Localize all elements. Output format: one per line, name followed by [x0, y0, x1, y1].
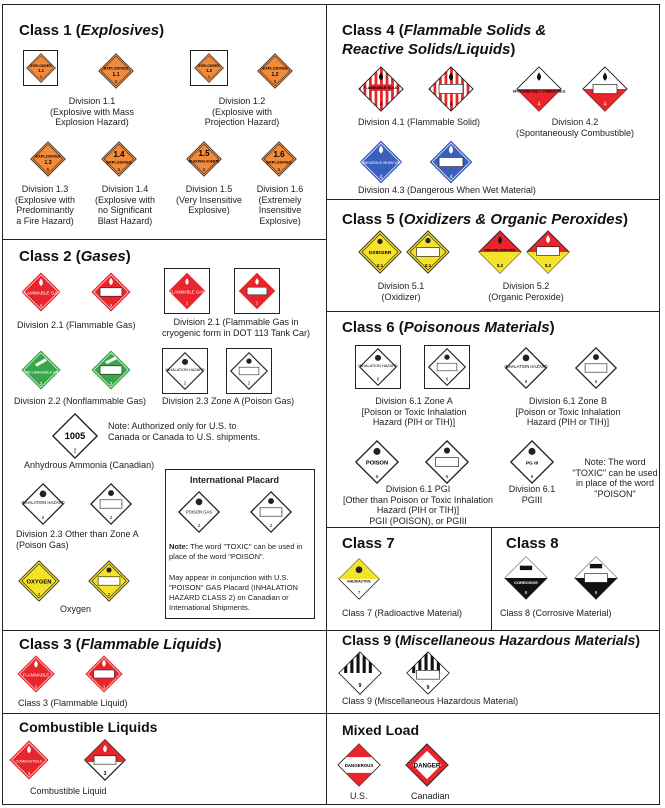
placard-1-6 [261, 141, 297, 177]
svg-text:2: 2 [39, 381, 43, 387]
placard-flammable-gas-bordered [168, 272, 206, 310]
svg-text:2: 2 [73, 448, 77, 455]
svg-text:DANGEROUS: DANGEROUS [344, 763, 374, 769]
placard-spontaneously-combustible-number [582, 66, 628, 112]
placard-oxidizer [358, 230, 402, 274]
placard-flammable-gas-number [90, 271, 132, 313]
mixed-us-label: U.S. [350, 791, 368, 801]
division-2-1-label: Division 2.1 (Flammable Gas) [17, 320, 136, 330]
svg-text:OXYGEN: OXYGEN [26, 579, 52, 586]
svg-text:COMBUSTIBLE: COMBUSTIBLE [15, 759, 43, 764]
svg-text:POISON GAS: POISON GAS [185, 509, 213, 515]
svg-text:1.3: 1.3 [44, 160, 52, 167]
placard-1-4 [101, 141, 137, 177]
division-2-3-label: Division 2.3 Zone A (Poison Gas) [162, 396, 295, 406]
svg-text:FLAMMABLE SOLID: FLAMMABLE SOLID [363, 86, 399, 90]
svg-text:1: 1 [117, 167, 121, 173]
svg-text:DANGEROUS WHEN WET: DANGEROUS WHEN WET [359, 160, 403, 165]
svg-text:2: 2 [255, 300, 259, 306]
placard-flammable-solid [358, 66, 404, 112]
division-4-1-label: Division 4.1 (Flammable Solid) [358, 117, 481, 127]
svg-text:3: 3 [102, 684, 106, 690]
mixed-canadian-label: Canadian [411, 791, 450, 801]
placard-radioactive [338, 558, 380, 600]
placard-misc [338, 651, 382, 695]
placard-dangerous [337, 743, 381, 787]
class3-label: Class 3 (Flammable Liquid) [18, 698, 128, 708]
class1-title: Class 1 (Explosives) [19, 22, 165, 39]
svg-text:2: 2 [183, 380, 187, 386]
svg-text:ORGANIC PEROXIDE: ORGANIC PEROXIDE [484, 248, 516, 253]
placard-dangerous-when-wet [358, 139, 404, 185]
svg-text:OXIDIZER: OXIDIZER [368, 250, 392, 256]
oxygen-label: Oxygen [60, 604, 92, 614]
class7-title: Class 7 [342, 535, 395, 552]
division-4-3-label: Division 4.3 (Dangerous When Wet Material) [358, 185, 536, 195]
svg-text:1: 1 [114, 79, 118, 85]
placard-6-1-inhalation-a [359, 348, 397, 386]
division-6-1-pgiii-label: Division 6.1 PGIII [508, 484, 556, 505]
svg-text:1: 1 [202, 167, 206, 173]
svg-text:BLASTING AGENTS: BLASTING AGENTS [188, 159, 220, 164]
division-6-1-zone-a-label: Division 6.1 Zone A [Poison or Toxic Inhalation Hazard (PIH or TIH)] [361, 396, 467, 427]
svg-text:5.2: 5.2 [496, 262, 504, 268]
division-4-2-label: Division 4.2 (Spontaneously Combustible) [515, 117, 635, 138]
class3-title: Class 3 (Flammable Liquids) [19, 636, 222, 653]
svg-text:7: 7 [357, 590, 361, 596]
svg-text:6: 6 [445, 376, 449, 382]
placard-1-1 [98, 53, 134, 89]
svg-text:8: 8 [594, 590, 598, 596]
placard-poison [355, 440, 399, 484]
ammonia-label: Anhydrous Ammonia (Canadian) [24, 460, 155, 470]
svg-text:4: 4 [379, 101, 383, 108]
placard-pg-iii [510, 440, 554, 484]
placard-corrosive-number [574, 556, 618, 600]
svg-text:6: 6 [445, 474, 449, 480]
division-1-1-label: Division 1.1 (Explosive with Mass Explosion Hazard) [49, 96, 135, 127]
placard-oxygen [18, 560, 60, 602]
division-1-6-label: Division 1.6 (Extremely Insensitive Explosive) [256, 184, 304, 226]
svg-text:5.1: 5.1 [376, 262, 384, 268]
svg-text:1: 1 [40, 75, 42, 80]
placard-1-5 [186, 141, 222, 177]
svg-text:CORROSIVE: CORROSIVE [514, 580, 538, 586]
svg-text:2: 2 [197, 523, 201, 529]
svg-text:6: 6 [530, 474, 534, 480]
svg-text:1.2: 1.2 [206, 68, 212, 74]
svg-text:3: 3 [27, 771, 31, 777]
svg-text:6: 6 [375, 474, 379, 480]
svg-text:3: 3 [34, 684, 38, 690]
svg-text:2: 2 [41, 515, 45, 521]
svg-text:1: 1 [273, 79, 277, 85]
placard-danger [405, 743, 449, 787]
placard-oxidizer-number [406, 230, 450, 274]
svg-text:2: 2 [269, 523, 273, 529]
placard-flammable-liquid [16, 654, 56, 694]
svg-text:5.2: 5.2 [544, 262, 552, 268]
svg-text:NONFLAMMABLE GAS: NONFLAMMABLE GAS [20, 370, 62, 375]
international-placard-title: International Placard [190, 475, 280, 485]
placard-6-1-a-number [428, 348, 466, 386]
svg-text:1.1: 1.1 [112, 72, 120, 79]
class5-title: Class 5 (Oxidizers & Organic Peroxides) [342, 211, 628, 228]
svg-text:DANGER: DANGER [413, 762, 441, 770]
placard-1-2 [257, 53, 293, 89]
mixed-title: Mixed Load [342, 722, 420, 738]
international-note1: Note: The word "TOXIC" can be used in place of the word "POISON". [169, 542, 303, 561]
svg-text:INHALATION HAZARD: INHALATION HAZARD [21, 500, 65, 505]
svg-text:2: 2 [37, 592, 41, 598]
svg-text:2: 2 [107, 592, 111, 598]
placard-1005 [52, 413, 98, 459]
ammonia-note: Note: Authorized only for U.S. to Canada or Canada to U.S. shipments. [108, 421, 261, 442]
svg-text:POISON: POISON [365, 460, 389, 467]
placard-poison-number [425, 440, 469, 484]
placard-poison-gas [178, 491, 220, 533]
division-6-1-zone-b-label: Division 6.1 Zone B [Poison or Toxic Inhalation Hazard (PIH or TIH)] [515, 396, 621, 427]
svg-text:1.6: 1.6 [273, 149, 285, 159]
class2-title: Class 2 (Gases) [19, 248, 131, 265]
placard-inhalation-hazard-white-number [90, 483, 132, 525]
svg-text:2: 2 [247, 380, 251, 386]
svg-text:SPONTANEOUSLY COMBUSTIBLE: SPONTANEOUSLY COMBUSTIBLE [512, 89, 566, 94]
division-1-3-label: Division 1.3 (Explosive with Predominantly a Fire Hazard) [14, 184, 76, 226]
svg-text:FLAMMABLE GAS: FLAMMABLE GAS [169, 289, 205, 295]
placard-nonflammable-gas-number [90, 349, 132, 391]
oxidizer-icon [106, 568, 111, 573]
svg-text:INHALATION HAZARD: INHALATION HAZARD [358, 364, 398, 368]
placard-flammable-gas [20, 271, 62, 313]
placard-1-1-bordered [26, 53, 56, 83]
svg-text:1.4: 1.4 [113, 149, 125, 159]
svg-text:8: 8 [524, 590, 528, 596]
svg-text:6: 6 [594, 379, 598, 385]
svg-text:2: 2 [109, 381, 113, 387]
svg-text:2: 2 [185, 300, 189, 306]
svg-text:1005: 1005 [64, 430, 86, 441]
svg-text:4: 4 [603, 101, 607, 108]
svg-text:2: 2 [109, 303, 113, 309]
combustible-title: Combustible Liquids [19, 719, 158, 735]
svg-text:EXPLOSIVES: EXPLOSIVES [266, 159, 292, 165]
class8-title: Class 8 [506, 535, 559, 552]
class4-title: Class 4 (Flammable Solids & Reactive Solids/Liquids) [342, 22, 547, 58]
international-note2: May appear in conjunction with U.S. "POISON" GAS Placard (INHALATION HAZARD CLASS 2) on Canadian or International Shipments. [169, 573, 298, 612]
svg-text:1: 1 [277, 167, 281, 173]
placard-nonflammable-gas [20, 349, 62, 391]
svg-text:EXPLOSIVES: EXPLOSIVES [103, 65, 129, 71]
svg-text:EXPLOSIVES: EXPLOSIVES [198, 63, 220, 68]
placard-oxygen-number [88, 560, 130, 602]
class8-label: Class 8 (Corrosive Material) [500, 608, 612, 618]
corrosion-icon [520, 566, 532, 570]
placard-dangerous-when-wet-number [428, 139, 474, 185]
svg-text:4: 4 [379, 174, 383, 181]
svg-text:1: 1 [208, 75, 210, 80]
svg-text:2: 2 [109, 515, 113, 521]
placard-spontaneously-combustible [512, 66, 566, 112]
svg-text:6: 6 [524, 379, 528, 385]
placard-inhalation-hazard-white [22, 483, 64, 525]
svg-text:4: 4 [537, 101, 541, 108]
svg-text:1.2: 1.2 [271, 72, 279, 79]
svg-text:INHALATION HAZARD: INHALATION HAZARD [165, 368, 205, 372]
placard-flammable-liquid-number [84, 654, 124, 694]
svg-text:PG III: PG III [525, 461, 539, 467]
class6-note: Note: The word "TOXIC" can be used in place of the word "POISON" [572, 457, 658, 499]
svg-text:5.1: 5.1 [424, 262, 432, 268]
svg-text:INHALATION HAZARD: INHALATION HAZARD [504, 364, 548, 369]
svg-text:4: 4 [449, 101, 453, 108]
division-5-1-label: Division 5.1 (Oxidizer) [377, 281, 425, 302]
svg-text:RADIOACTIVE: RADIOACTIVE [347, 579, 371, 584]
class7-label: Class 7 (Radioactive Material) [342, 608, 463, 618]
svg-text:EXPLOSIVES: EXPLOSIVES [106, 159, 132, 165]
placard-1-2-bordered [194, 53, 224, 83]
svg-text:EXPLOSIVES: EXPLOSIVES [35, 153, 61, 159]
svg-text:1.5: 1.5 [198, 149, 210, 159]
placard-organic-peroxide-number [526, 230, 570, 274]
placard-inhalation-hazard-number [230, 352, 268, 390]
svg-text:EXPLOSIVES: EXPLOSIVES [262, 65, 288, 71]
placard-combustible-number [84, 739, 126, 781]
combustible-label: Combustible Liquid [30, 786, 107, 796]
placard-corrosive [504, 556, 548, 600]
division-5-2-label: Division 5.2 (Organic Peroxide) [488, 281, 564, 302]
svg-text:4: 4 [449, 174, 453, 181]
placard-poison-gas-number [250, 491, 292, 533]
svg-text:3: 3 [103, 771, 107, 778]
placard-misc-number [406, 651, 450, 695]
division-1-2-label: Division 1.2 (Explosive with Projection Hazard) [204, 96, 280, 127]
division-6-1-pgi-label: Division 6.1 PGI [Other than Poison or Toxic Inhalation Hazard (PIH or TIH)] PGII (POISON), or PGIII [343, 484, 493, 526]
placard-6-1-b-number [575, 347, 617, 389]
division-2-1-cryogenic-label: Division 2.1 (Flammable Gas in cryogenic form in DOT 113 Tank Car) [161, 317, 311, 338]
class9-title: Class 9 (Miscellaneous Hazardous Materials) [342, 632, 641, 648]
svg-text:1.1: 1.1 [38, 68, 44, 74]
placard-6-1-inhalation-b [505, 347, 547, 389]
division-2-2-label: Division 2.2 (Nonflammable Gas) [14, 396, 147, 406]
skull-icon [182, 359, 188, 365]
division-1-5-label: Division 1.5 (Very Insensitive Explosive) [175, 184, 243, 215]
division-2-3-other-label: Division 2.3 Other than Zone A (Poison Gas) [16, 529, 139, 550]
placard-word: EXPLOSIVES [30, 63, 52, 68]
division-1-4-label: Division 1.4 (Explosive with no Significant Blast Hazard) [94, 184, 156, 226]
placard-1-3 [30, 141, 66, 177]
svg-text:FLAMMABLE: FLAMMABLE [22, 672, 50, 678]
svg-text:9: 9 [358, 683, 362, 690]
placard-combustible [8, 739, 50, 781]
placard-flammable-solid-number [428, 66, 474, 112]
svg-text:6: 6 [376, 376, 380, 382]
trefoil-icon [356, 566, 363, 573]
svg-text:1: 1 [46, 167, 50, 173]
placard-flammable-gas-bordered-number [238, 272, 276, 310]
placard-organic-peroxide [478, 230, 522, 274]
class6-title: Class 6 (Poisonous Materials) [342, 319, 555, 336]
svg-text:2: 2 [39, 303, 43, 309]
class9-label: Class 9 (Miscellaneous Hazardous Material) [342, 696, 519, 706]
placard-inhalation-hazard [166, 352, 204, 390]
svg-text:FLAMMABLE GAS: FLAMMABLE GAS [21, 290, 61, 296]
svg-text:9: 9 [426, 684, 430, 691]
